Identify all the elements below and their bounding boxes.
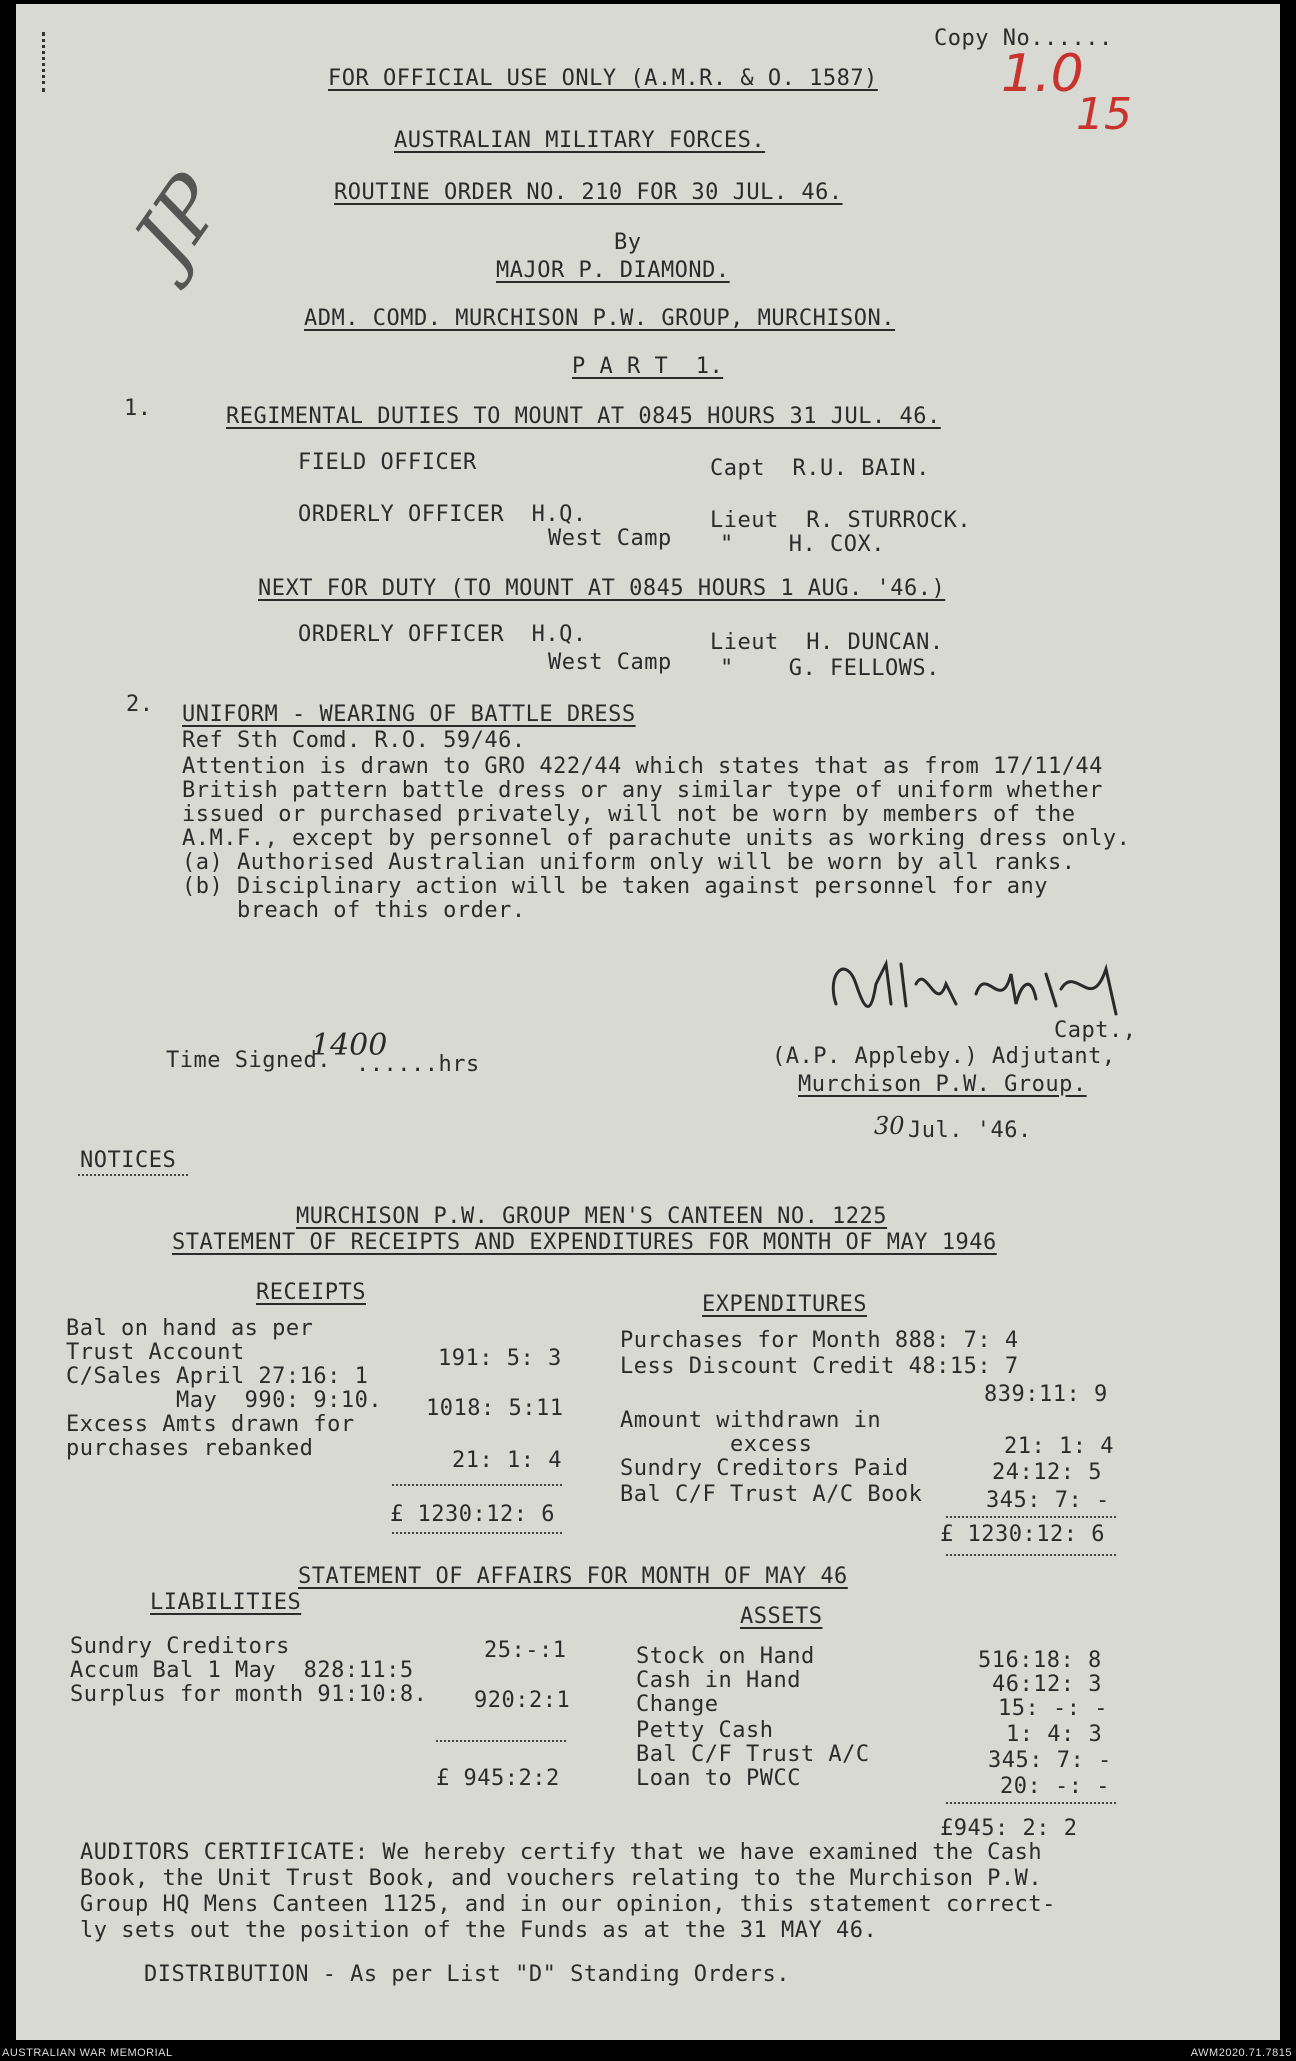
document-page: [16, 4, 1280, 2040]
assets-amount: 46:12: 3: [992, 1672, 1102, 1697]
assets-amount: 1: 4: 3: [1006, 1722, 1103, 1747]
red-annotation-1: 1.0: [1001, 44, 1084, 104]
receipts-total-rule: [392, 1532, 562, 1534]
item2-title: UNIFORM - WEARING OF BATTLE DRESS: [182, 702, 636, 727]
liabilities-amount: 920:2:1: [474, 1688, 571, 1713]
assets-line: Loan to PWCC: [636, 1766, 801, 1791]
assets-line: Stock on Hand: [636, 1644, 815, 1669]
receipts-line: Excess Amts drawn for: [66, 1412, 355, 1437]
notices-heading: NOTICES: [80, 1148, 177, 1173]
receipts-amount: 191: 5: 3: [438, 1346, 562, 1371]
item2-line: breach of this order.: [182, 898, 526, 923]
assets-amount: 516:18: 8: [978, 1648, 1102, 1673]
assets-amount: 345: 7: -: [988, 1748, 1112, 1773]
by-line: By: [614, 230, 642, 255]
officer-name: MAJOR P. DIAMOND.: [496, 258, 730, 283]
canteen-title: MURCHISON P.W. GROUP MEN'S CANTEEN NO. 1225: [296, 1204, 888, 1229]
expenditures-line: Bal C/F Trust A/C Book: [620, 1482, 923, 1507]
item2-number: 2.: [126, 692, 154, 717]
auditors-line: ly sets out the position of the Funds as at the 31 MAY 46.: [80, 1918, 878, 1943]
forces-heading: AUSTRALIAN MILITARY FORCES.: [394, 128, 766, 153]
expenditures-total-rule: [946, 1554, 1116, 1556]
receipts-total: £ 1230:12: 6: [390, 1502, 555, 1527]
receipts-line: Bal on hand as per: [66, 1316, 314, 1341]
signature-date-handwritten: 30: [874, 1112, 905, 1140]
auditors-line: AUDITORS CERTIFICATE: We hereby certify that we have examined the Cash: [80, 1840, 1043, 1865]
part-heading: P A R T 1.: [572, 354, 724, 379]
signature-date: Jul. '46.: [908, 1118, 1032, 1143]
field-officer-name: Capt R.U. BAIN.: [710, 456, 930, 481]
assets-amount: 15: -: -: [998, 1696, 1108, 1721]
time-signed-label: Time Signed.: [166, 1048, 331, 1073]
expenditures-amount: 24:12: 5: [992, 1460, 1102, 1485]
next-orderly-name: Lieut H. DUNCAN.: [710, 630, 944, 655]
expenditures-line: Less Discount Credit 48:15: 7: [620, 1354, 1019, 1379]
expenditures-total: £ 1230:12: 6: [940, 1522, 1105, 1547]
red-annotation-2: 15: [1076, 89, 1132, 140]
next-west-camp-label: West Camp: [548, 650, 672, 675]
copy-number: Copy No......: [934, 26, 1113, 51]
item2-line: issued or purchased privately, will not be worn by members of the: [182, 802, 1076, 827]
time-signed-hrs: ......hrs: [356, 1052, 480, 1077]
handwritten-initials: JP: [116, 158, 242, 283]
statement-title: STATEMENT OF RECEIPTS AND EXPENDITURES FOR MONTH OF MAY 1946: [172, 1230, 997, 1255]
expenditures-line: excess: [620, 1432, 813, 1457]
expenditures-amount: 345: 7: -: [986, 1488, 1110, 1513]
liabilities-total-rule: [436, 1740, 566, 1742]
next-orderly-label: ORDERLY OFFICER H.Q.: [298, 622, 587, 647]
field-officer-label: FIELD OFFICER: [298, 450, 477, 475]
item1-number: 1.: [124, 396, 152, 421]
item2-line: (b) Disciplinary action will be taken against personnel for any: [182, 874, 1048, 899]
receipts-line: purchases rebanked: [66, 1436, 314, 1461]
item1-title: REGIMENTAL DUTIES TO MOUNT AT 0845 HOURS 31 JUL. 46.: [226, 404, 941, 429]
receipts-line: C/Sales April 27:16: 1: [66, 1364, 369, 1389]
signature-name: (A.P. Appleby.) Adjutant,: [772, 1044, 1116, 1069]
assets-total-rule: [946, 1802, 1116, 1804]
assets-line: Petty Cash: [636, 1718, 774, 1743]
item2-reference: Ref Sth Comd. R.O. 59/46.: [182, 728, 526, 753]
orderly-officer-label: ORDERLY OFFICER H.Q.: [298, 502, 587, 527]
assets-line: Bal C/F Trust A/C: [636, 1742, 870, 1767]
official-use-heading: FOR OFFICIAL USE ONLY (A.M.R. & O. 1587): [328, 66, 878, 91]
liabilities-line: Surplus for month 91:10:8.: [70, 1682, 428, 1707]
receipts-line: Trust Account: [66, 1340, 245, 1365]
time-signed-value: 1400: [311, 1028, 388, 1063]
expenditures-total-rule: [946, 1516, 1116, 1518]
assets-heading: ASSETS: [740, 1604, 823, 1629]
expenditures-amount: 21: 1: 4: [1004, 1434, 1114, 1459]
auditors-line: Book, the Unit Trust Book, and vouchers relating to the Murchison P.W.: [80, 1866, 1043, 1891]
next-west-camp-name: " G. FELLOWS.: [720, 656, 940, 681]
signature-group: Murchison P.W. Group.: [798, 1072, 1087, 1097]
receipts-heading: RECEIPTS: [256, 1280, 366, 1305]
item2-line: British pattern battle dress or any similar type of uniform whether: [182, 778, 1103, 803]
item2-line: (a) Authorised Australian uniform only will be worn by all ranks.: [182, 850, 1076, 875]
next-for-duty-title: NEXT FOR DUTY (TO MOUNT AT 0845 HOURS 1 AUG. '46.): [258, 576, 946, 601]
receipts-amount: 1018: 5:11: [426, 1396, 564, 1421]
liabilities-total: £ 945:2:2: [436, 1766, 560, 1791]
receipts-total-rule: [392, 1484, 562, 1486]
expenditures-line: Amount withdrawn in: [620, 1408, 882, 1433]
expenditures-heading: EXPENDITURES: [702, 1292, 867, 1317]
expenditures-amount: 839:11: 9: [984, 1382, 1108, 1407]
footer-left: AUSTRALIAN WAR MEMORIAL: [2, 2047, 173, 2059]
west-camp-label: West Camp: [548, 526, 672, 551]
receipts-amount: 21: 1: 4: [452, 1448, 562, 1473]
receipts-line: May 990: 9:10.: [66, 1388, 383, 1413]
west-camp-name: " H. COX.: [720, 532, 885, 557]
liabilities-amount: 25:-:1: [484, 1638, 567, 1663]
distribution-line: DISTRIBUTION - As per List "D" Standing Orders.: [144, 1962, 791, 1987]
auditors-line: Group HQ Mens Canteen 1125, and in our opinion, this statement correct-: [80, 1892, 1056, 1917]
command-line: ADM. COMD. MURCHISON P.W. GROUP, MURCHISON.: [304, 306, 896, 331]
assets-amount: 20: -: -: [1000, 1774, 1110, 1799]
liabilities-line: Sundry Creditors: [70, 1634, 290, 1659]
expenditures-line: Purchases for Month 888: 7: 4: [620, 1328, 1019, 1353]
assets-line: Change: [636, 1692, 719, 1717]
liabilities-line: Accum Bal 1 May 828:11:5: [70, 1658, 414, 1683]
affairs-title: STATEMENT OF AFFAIRS FOR MONTH OF MAY 46: [298, 1564, 848, 1589]
routine-order-heading: ROUTINE ORDER NO. 210 FOR 30 JUL. 46.: [334, 180, 843, 205]
punch-mark: [42, 32, 51, 92]
assets-line: Cash in Hand: [636, 1668, 801, 1693]
item2-line: Attention is drawn to GRO 422/44 which states that as from 17/11/44: [182, 754, 1103, 779]
signature-capt: Capt.,: [1054, 1018, 1137, 1043]
liabilities-heading: LIABILITIES: [150, 1590, 302, 1615]
orderly-officer-name: Lieut R. STURROCK.: [710, 508, 972, 533]
assets-total: £945: 2: 2: [940, 1816, 1078, 1841]
expenditures-line: Sundry Creditors Paid: [620, 1456, 909, 1481]
item2-line: A.M.F., except by personnel of parachute units as working dress only.: [182, 826, 1131, 851]
footer-right: AWM2020.71.7815: [1190, 2047, 1292, 2059]
notices-underline: [78, 1174, 188, 1176]
